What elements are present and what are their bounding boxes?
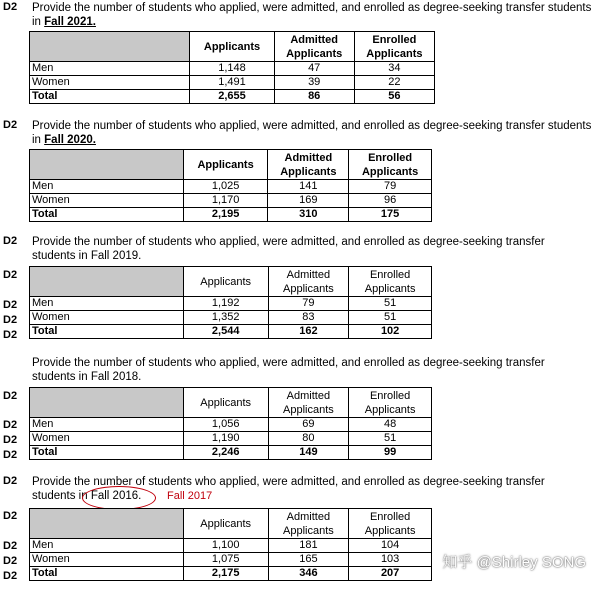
table-row: Women 1,190 80 51: [30, 432, 432, 446]
item-code: D2: [3, 119, 18, 131]
table-row: Men 1,192 79 51: [30, 297, 432, 311]
item-code: D2: [3, 235, 18, 247]
data-table: Applicants Admitted Applicants Enrolled Applicants Men 1,056 69 48 Women 1,190 80 51 Total 2,246 149 99: [29, 387, 432, 460]
data-table: Applicants Admitted Applicants Enrolled Applicants Men 1,025 141 79 Women 1,170 169 96 Total 2,195 310 175: [29, 149, 432, 222]
year-label: Fall 2019.: [90, 250, 142, 262]
table-row: Women 1,352 83 51: [30, 311, 432, 325]
question-text: Provide the number of students who applied, were admitted, and enrolled as degree-seeking transfer students in Fall 2016.: [32, 476, 545, 502]
highlight-circle: [82, 486, 156, 510]
table-row: Men 1,100 181 104: [30, 539, 432, 553]
table-row: Men 1,025 141 79: [30, 180, 432, 194]
item-code: D2: [3, 475, 18, 487]
data-table: Applicants Admitted Applicants Enrolled Applicants Men 1,148 47 34 Women 1,491 39 22 Total 2,655 86 56: [29, 31, 435, 104]
table-row: Women 1,491 39 22: [30, 76, 435, 90]
correction-annotation: Fall 2017: [167, 490, 213, 502]
table-row: Men 1,148 47 34: [30, 62, 435, 76]
question-text: Provide the number of students who applied, were admitted, and enrolled as degree-seeking transfer students in Fall 2019.: [32, 236, 545, 262]
year-label: Fall 2021.: [44, 16, 96, 28]
table-row: Total 2,655 86 56: [30, 90, 435, 104]
question-text: Provide the number of students who applied, were admitted, and enrolled as degree-seeking transfer students in Fall 2018.: [32, 357, 545, 383]
data-table: Applicants Admitted Applicants Enrolled Applicants Men 1,192 79 51 Women 1,352 83 51 Total 2,544 162 102: [29, 266, 432, 339]
table-row: Men 1,056 69 48: [30, 418, 432, 432]
year-label: Fall 2016.: [90, 490, 142, 502]
data-table: Applicants Admitted Applicants Enrolled Applicants Men 1,100 181 104 Women 1,075 165 103 Total 2,175 346 207: [29, 508, 432, 581]
table-row: Total 2,175 346 207: [30, 567, 432, 581]
watermark: 知乎 @Shirley SONG: [442, 554, 586, 571]
table-row: Total 2,195 310 175: [30, 208, 432, 222]
item-code: D2: [3, 1, 18, 13]
year-label: Fall 2018.: [90, 371, 142, 383]
question-text: Provide the number of students who applied, were admitted, and enrolled as degree-seeking transfer students in Fall 2021.: [32, 2, 592, 28]
year-label: Fall 2020.: [44, 134, 96, 146]
table-row: Women 1,170 169 96: [30, 194, 432, 208]
table-row: Total 2,544 162 102: [30, 325, 432, 339]
table-row: Women 1,075 165 103: [30, 553, 432, 567]
table-row: Total 2,246 149 99: [30, 446, 432, 460]
question-text: Provide the number of students who applied, were admitted, and enrolled as degree-seeking transfer students in Fall 2020.: [32, 120, 592, 146]
